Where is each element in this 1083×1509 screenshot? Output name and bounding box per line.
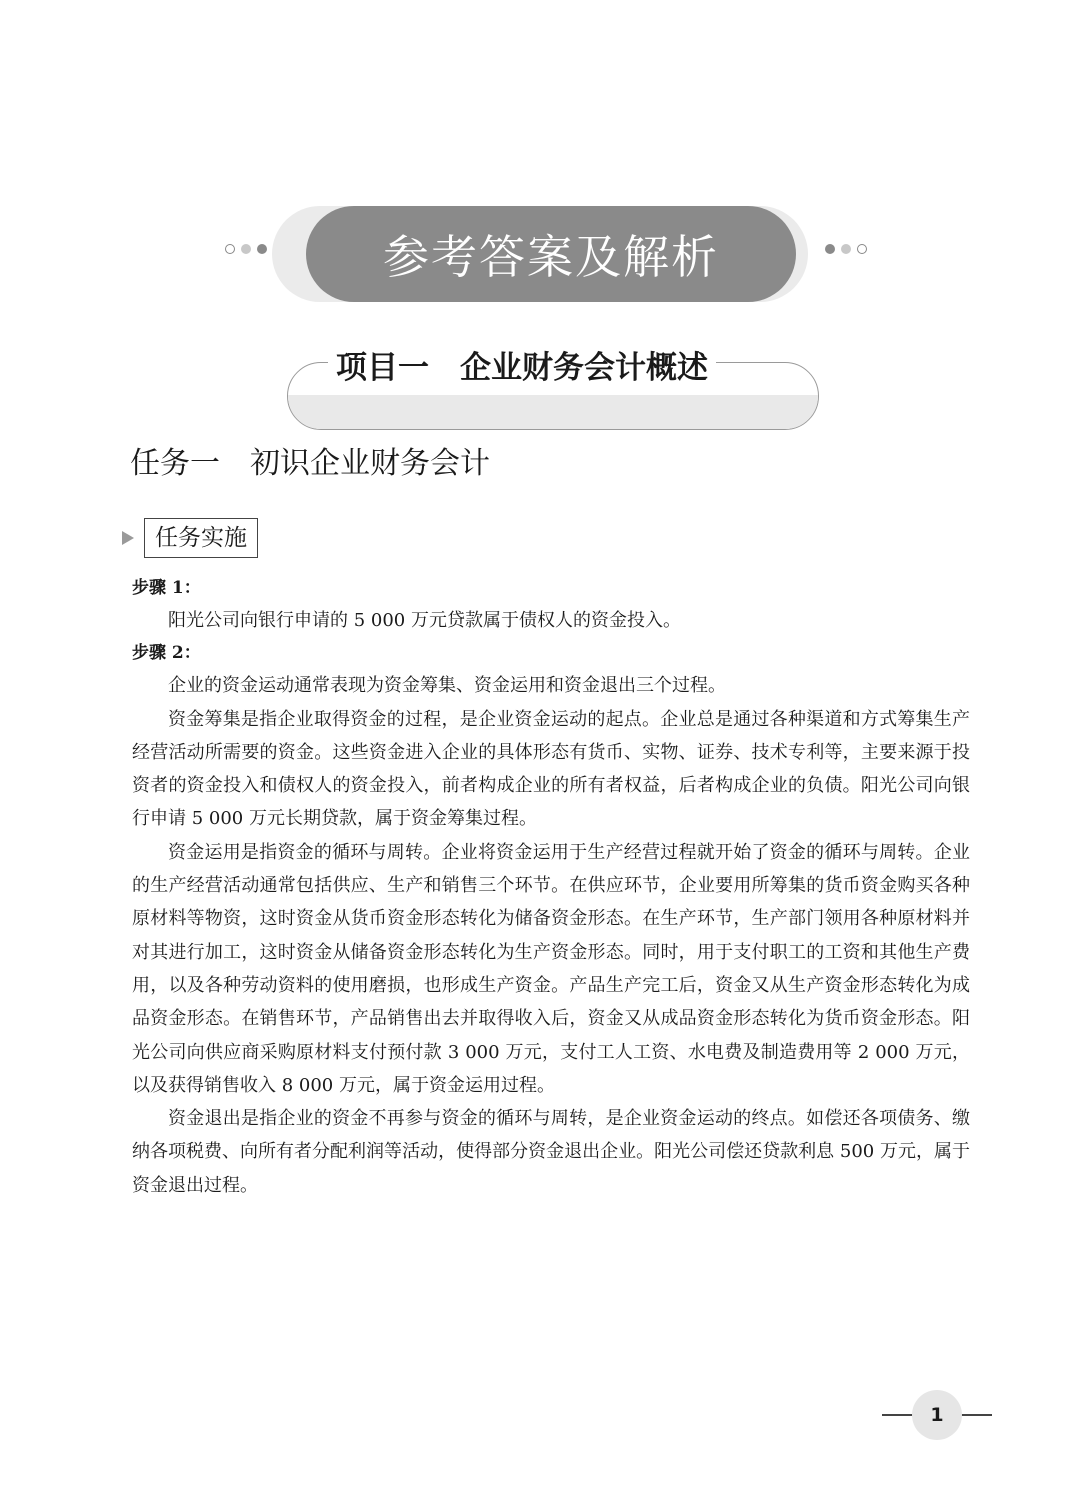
banner xyxy=(306,206,796,302)
left-dots-decoration xyxy=(225,244,267,254)
triangle-arrow-icon xyxy=(122,531,134,545)
page-number: 1 xyxy=(912,1390,962,1440)
hollow-dot-icon xyxy=(225,244,235,254)
project-heading-fill xyxy=(288,395,818,429)
paragraph: 资金筹集是指企业取得资金的过程，是企业资金运动的起点。企业总是通过各种渠道和方式筹集生产经营活动所需要的资金。这些资金进入企业的具体形态有货币、实物、证券、技术专利等，主要来源于投资者的资金投入和债权人的资金投入，前者构成企业的所有者权益，后者构成企业的负债。阳光公司向银行申请 5 000 万元长期贷款，属于资金筹集过程。 xyxy=(132,708,970,830)
paragraph: 阳光公司向银行申请的 5 000 万元贷款属于债权人的资金投入。 xyxy=(168,610,681,631)
page-number-line-right xyxy=(960,1414,992,1416)
step-label: 步骤 2： xyxy=(132,643,201,664)
banner-title: 参考答案及解析 xyxy=(383,230,719,284)
dark-dot-icon xyxy=(257,244,267,254)
section-label: 任务实施 xyxy=(144,518,258,558)
paragraph: 资金运用是指资金的循环与周转。企业将资金运用于生产经营过程就开始了资金的循环与周转。企业的生产经营活动通常包括供应、生产和销售三个环节。在供应环节，企业要用所筹集的货币资金购买各种原材料等物资，这时资金从货币资金形态转化为储备资金形态。在生产环节，生产部门领用各种原材料并对其进行加工，这时资金从储备资金形态转化为生产资金形态。同时，用于支付职工的工资和其他生产费用，以及各种劳动资料的使用磨损，也形成生产资金。产品生产完工后，资金又从生产资金形态转化为成品资金形态。在销售环节，产品销售出去并取得收入后，资金又从成品资金形态转化为货币资金形态。阳光公司向供应商采购原材料支付预付款 3 000 万元，支付工人工资、水电费及制造费用等 2 000 万元，以及获得销售收入 8 000 万元，属于资金运用过程。 xyxy=(132,841,970,1096)
dark-dot-icon xyxy=(825,244,835,254)
project-title: 项目一 企业财务会计概述 xyxy=(328,344,716,392)
paragraph: 企业的资金运动通常表现为资金筹集、资金运用和资金退出三个过程。 xyxy=(168,675,726,697)
right-dots-decoration xyxy=(825,244,867,254)
answer-content xyxy=(132,572,970,1202)
task-title: 任务一 初识企业财务会计 xyxy=(130,446,490,481)
section-header xyxy=(122,518,258,558)
light-dot-icon xyxy=(241,244,251,254)
hollow-dot-icon xyxy=(857,244,867,254)
page-number-line-left xyxy=(882,1414,914,1416)
paragraph: 资金退出是指企业的资金不再参与资金的循环与周转，是企业资金运动的终点。如偿还各项债务、缴纳各项税费、向所有者分配利润等活动，使得部分资金退出企业。阳光公司偿还贷款利息 500 万元，属于资金退出过程。 xyxy=(132,1108,970,1196)
step-label: 步骤 1： xyxy=(132,578,201,598)
light-dot-icon xyxy=(841,244,851,254)
